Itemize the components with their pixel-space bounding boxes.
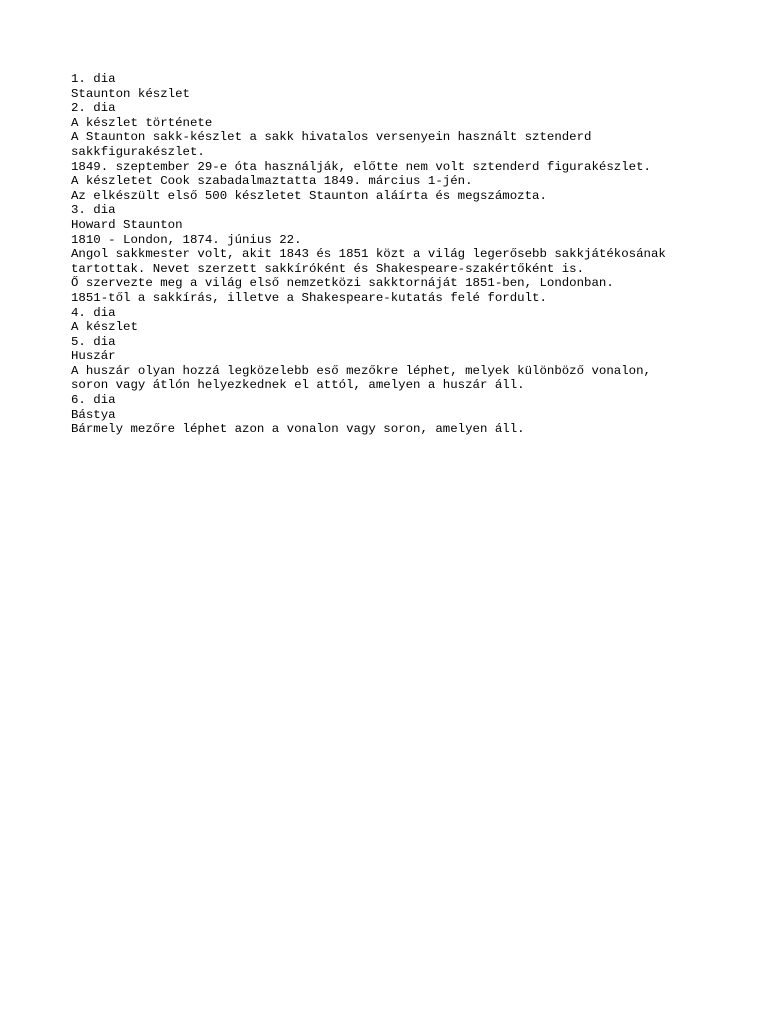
slide-label-6: 6. dia: [71, 393, 116, 408]
text-line: A huszár olyan hozzá legközelebb eső mezőkre léphet, melyek különböző vonalon,: [71, 363, 651, 378]
document-body: [71, 72, 731, 437]
slide-label-3: 3. dia: [71, 203, 116, 218]
text-line: soron vagy átlón helyezkednek el attól, amelyen a huszár áll.: [71, 378, 525, 393]
text-line: sakkfigurakészlet.: [71, 144, 205, 159]
text-line: Az elkészült első 500 készletet Staunton aláírta és megszámozta.: [71, 188, 547, 203]
slide-title-3: Howard Staunton: [71, 217, 183, 232]
slide-title-4: A készlet: [71, 320, 138, 335]
text-line: Bármely mezőre léphet azon a vonalon vagy soron, amelyen áll.: [71, 422, 525, 437]
text-line: A Staunton sakk-készlet a sakk hivatalos versenyein használt sztenderd: [71, 130, 592, 145]
slide-label-4: 4. dia: [71, 305, 116, 320]
slide-label-2: 2. dia: [71, 101, 116, 116]
text-line: 1849. szeptember 29-e óta használják, előtte nem volt sztenderd figurakészlet.: [71, 159, 651, 174]
text-line: Angol sakkmester volt, akit 1843 és 1851 közt a világ legerősebb sakkjátékosának: [71, 247, 666, 262]
text-line: A készletet Cook szabadalmaztatta 1849. március 1-jén.: [71, 174, 473, 189]
text-line: 1851-től a sakkírás, illetve a Shakespeare-kutatás felé fordult.: [71, 290, 547, 305]
slide-title-1: Staunton készlet: [71, 86, 190, 101]
text-line: tartottak. Nevet szerzett sakkíróként és Shakespeare-szakértőként is.: [71, 261, 585, 276]
slide-title-6: Bástya: [71, 407, 116, 422]
slide-title-5: Huszár: [71, 349, 116, 364]
slide-label-1: 1. dia: [71, 72, 116, 86]
slide-title-2: A készlet története: [71, 115, 213, 130]
text-line: Ő szervezte meg a világ első nemzetközi sakktornáját 1851-ben, Londonban.: [71, 276, 614, 291]
slide-label-5: 5. dia: [71, 334, 116, 349]
text-line: 1810 - London, 1874. június 22.: [71, 232, 302, 247]
